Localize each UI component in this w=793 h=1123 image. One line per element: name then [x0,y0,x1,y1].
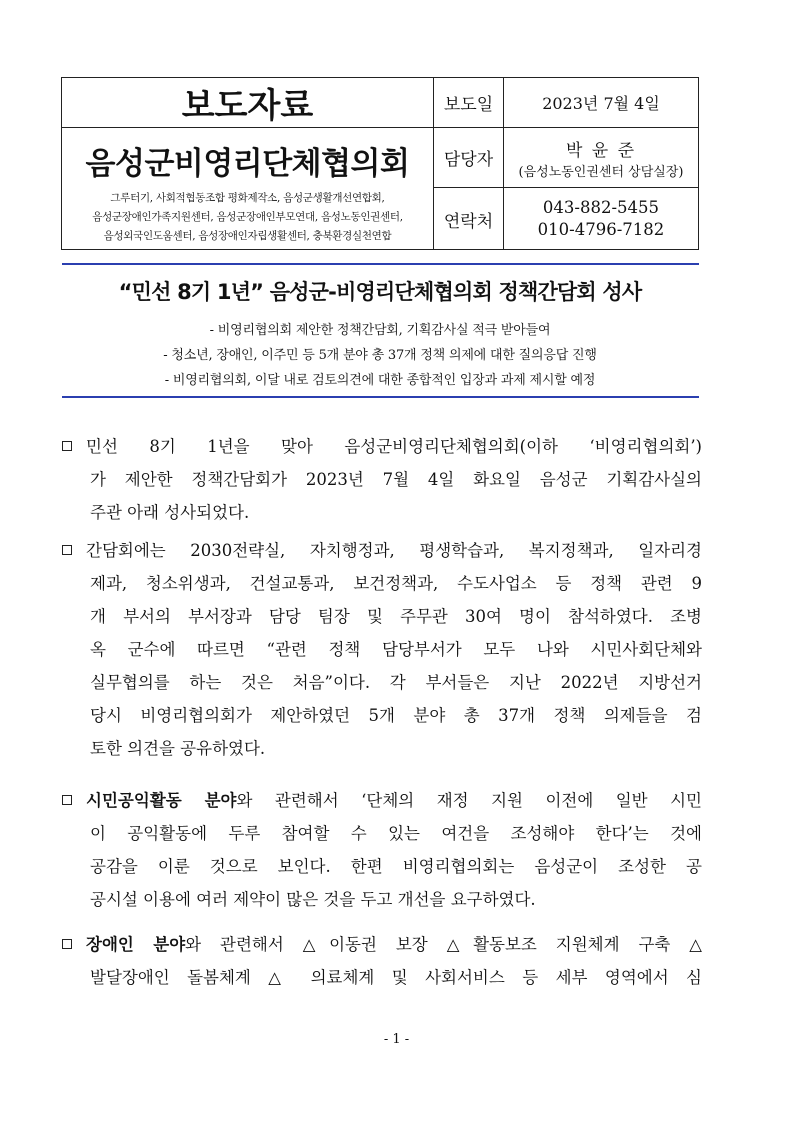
paragraph-line: 토한 의견을 공유하였다. [90,739,266,758]
paragraph-3 [62,784,702,916]
subhead: - 비영리협의회 제안한 정책간담회, 기획감사실 적극 받아들여 [209,323,551,338]
doc-type-cell [62,78,433,128]
subhead: - 비영리협의회, 이달 내로 검토의견에 대한 종합적인 입장과 과제 제시할 예정 [164,373,596,388]
org-name: 음성군비영리단체협의회 [85,146,410,182]
header-right-panel [434,78,698,249]
press-release-header-table [61,77,699,250]
header-left-panel [62,78,434,249]
paragraph-line: 개 부서의 부서장과 담당 팀장 및 주무관 30여 명이 참석하였다. 조병 [90,607,702,626]
paragraph-line: 공시설 이용에 여러 제약이 많은 것을 두고 개선을 요구하였다. [90,890,536,909]
paragraph-line: 가 제안한 정책간담회가 2023년 7월 4일 화요일 음성군 기획감사실의 [90,470,702,489]
checkbox-bullet-icon [62,795,72,805]
phone-label: 연락처 [434,188,504,250]
doc-type-title: 보도자료 [181,86,314,126]
org-members [62,189,433,246]
topic-keyword: 시민공익활동 분야 [86,791,237,810]
phone-1: 043-882-5455 [542,198,660,217]
topic-keyword: 장애인 분야 [86,935,186,954]
date-row [434,78,698,128]
paragraph-line: 주관 아래 성사되었다. [90,503,250,522]
paragraph-line: 이 공익활동에 두루 참여할 수 있는 여건을 조성해야 한다’는 것에 [90,824,702,843]
contact-name: 박 윤 준 [565,140,637,161]
paragraph-line: 시민공익활동 분야와 관련해서 ‘단체의 재정 지원 이전에 일반 시민 [62,784,702,817]
contact-label: 담당자 [434,128,504,187]
page-number: - 1 - [383,1032,410,1047]
headline: “민선 8기 1년” 음성군-비영리단체협의회 정책간담회 성사 [118,280,642,304]
paragraph-line: 발달장애인 돌봄체계 △ 의료체계 및 사회서비스 등 세부 영역에서 심 [90,968,702,987]
date-value: 2023년 7월 4일 [542,94,660,113]
contact-role: (음성노동인권센터 상담실장) [518,164,684,180]
paragraph-4 [62,928,702,994]
subhead: - 청소년, 장애인, 이주민 등 5개 분야 총 37개 정책 의제에 대한 질의응답 진행 [163,348,597,363]
phone-value [504,188,698,250]
contact-value [504,128,698,187]
paragraph-1 [62,430,702,529]
checkbox-bullet-icon [62,545,72,555]
paragraph-line: 간담회에는 2030전략실, 자치행정과, 평생학습과, 복지정책과, 일자리경 [62,534,702,567]
paragraph-2 [62,534,702,765]
member-line: 음성외국인도움센터, 음성장애인자립생활센터, 충북환경실천연합 [103,230,392,242]
member-line: 음성군장애인가족지원센터, 음성군장애인부모연대, 음성노동인권센터, [92,211,403,223]
paragraph-line: 옥 군수에 따르면 “관련 정책 담당부서가 모두 나와 시민사회단체와 [90,640,702,659]
phone-row [434,188,698,250]
member-line: 그루터기, 사회적협동조합 평화제작소, 음성군생활개선연합회, [110,192,385,204]
phone-2: 010-4796-7182 [537,220,665,239]
headline-top-rule [62,263,699,265]
paragraph-line: 당시 비영리협의회가 제안하였던 5개 분야 총 37개 정책 의제들을 검 [90,706,702,725]
headline-bottom-rule [62,396,699,398]
paragraph-line: 실무협의를 하는 것은 처음”이다. 각 부서들은 지난 2022년 지방선거 [90,673,702,692]
checkbox-bullet-icon [62,939,72,949]
paragraph-line: 민선 8기 1년을 맞아 음성군비영리단체협의회(이하 ‘비영리협의회’) [62,430,702,463]
paragraph-line: 공감을 이룬 것으로 보인다. 한편 비영리협의회는 음성군이 조성한 공 [90,857,702,876]
contact-row [434,128,698,188]
checkbox-bullet-icon [62,441,72,451]
date-label: 보도일 [434,78,504,127]
paragraph-line: 제과, 청소위생과, 건설교통과, 보건정책과, 수도사업소 등 정책 관련 9 [90,574,702,593]
paragraph-line: 장애인 분야와 관련해서 △이동권 보장 △활동보조 지원체계 구축 △ [62,928,702,961]
